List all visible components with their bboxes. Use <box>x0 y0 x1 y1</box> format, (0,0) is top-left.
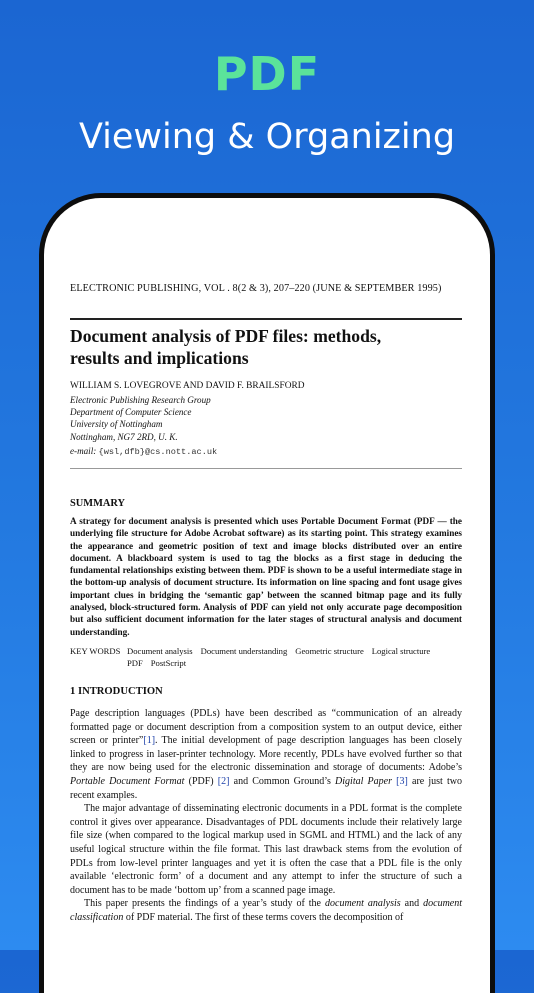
affiliation <box>70 394 211 443</box>
affiliation-line: Department of Computer Science <box>70 407 192 418</box>
email-line <box>70 446 217 457</box>
paragraph: This paper presents the findings of a year’s study of the document analysis and document classification of PDF material. The first of these terms covers the decomposition of <box>70 898 463 923</box>
document-title <box>70 325 462 369</box>
promo-title: PDF <box>213 47 321 101</box>
email-address[interactable]: {wsl,dfb}@cs.nott.ac.uk <box>98 447 218 457</box>
reference-link[interactable]: [3] <box>396 775 408 787</box>
title-rule-top <box>70 318 462 320</box>
document-title-line-1: Document analysis of PDF files: methods, <box>70 326 382 346</box>
affiliation-line: University of Nottingham <box>70 419 163 430</box>
introduction-body <box>70 707 462 925</box>
keyword: Document analysis <box>127 646 193 656</box>
phone-frame <box>39 193 495 993</box>
promo-subtitle: Viewing & Organizing <box>78 117 456 157</box>
keyword: PDF <box>127 658 143 668</box>
section-heading-introduction: 1 INTRODUCTION <box>70 686 163 697</box>
journal-header: ELECTRONIC PUBLISHING, VOL . 8(2 & 3), 207–220 (JUNE & SEPTEMBER 1995) <box>70 283 442 294</box>
authors: WILLIAM S. LOVEGROVE AND DAVID F. BRAILSFORD <box>70 381 305 391</box>
keyword: Document understanding <box>200 646 288 656</box>
paragraph: The major advantage of disseminating electronic documents in a PDL format is the complete control it gives over appearance. Disadvantages of PDL documents include their relatively large file size (when compared to the logical markup used in SGML and HTML) and the lack of any useful logical structure within the file format. This last drawback stems from the evolution of PDLs from low-level printer languages and yet it is often the case that a PDL file is the only available ‘electronic form’ of a document and any attempt to infer the structure of such a document has to be made ‘bottom up’ from a scanned page image. <box>70 803 462 896</box>
keyword: PostScript <box>150 658 187 668</box>
keyword: Geometric structure <box>295 646 364 656</box>
keywords-label: KEY WORDS <box>70 646 121 656</box>
email-label: e-mail: <box>70 446 97 456</box>
affiliation-line: Electronic Publishing Research Group <box>70 395 211 405</box>
summary-text: A strategy for document analysis is presented which uses Portable Document Format (PDF — the underlying file structure for Adobe Acrobat software) as its starting point. This strategy examines the appearance and geometric position of text and image blocks distributed over an entire document. A blackboard system is used to tag the blocks as a first stage in deducing the fundamental relationships existing between them. PDF is shown to be a useful intermediate stage in the bottom-up analysis of document structure. Its information on line spacing and font usage gives important clues in bridging the ‘semantic gap’ between the scanned bitmap page and its fully analysed, block-structured form. Analysis of PDF can yield not only accurate page decomposition but also sufficient document information for the later stages of structural analysis and document understanding. <box>70 516 462 637</box>
reference-link[interactable]: [2] <box>217 775 230 787</box>
paragraph: Page description languages (PDLs) have been described as “communication of an already formatted page or document description from a composition system to an output device, either screen or printer”[1]. The initial development of page description languages has been closely linked to progress in laser-printer technology. More recently, PDLs have evolved further so that they are now being used for the electronic dissemination and storage of documents: Adobe’s Portable Document Format (PDF) [2] and Common Ground’s Digital Paper [3] are just two recent examples. <box>70 708 463 801</box>
keyword: Logical structure <box>371 646 431 656</box>
summary-heading: SUMMARY <box>70 498 126 509</box>
keywords <box>70 645 462 669</box>
document-title-line-2: results and implications <box>70 348 249 368</box>
reference-link[interactable]: [1] <box>143 735 156 747</box>
affiliation-line: Nottingham, NG7 2RD, U. K. <box>70 431 178 442</box>
header-rule-bottom <box>70 468 462 469</box>
